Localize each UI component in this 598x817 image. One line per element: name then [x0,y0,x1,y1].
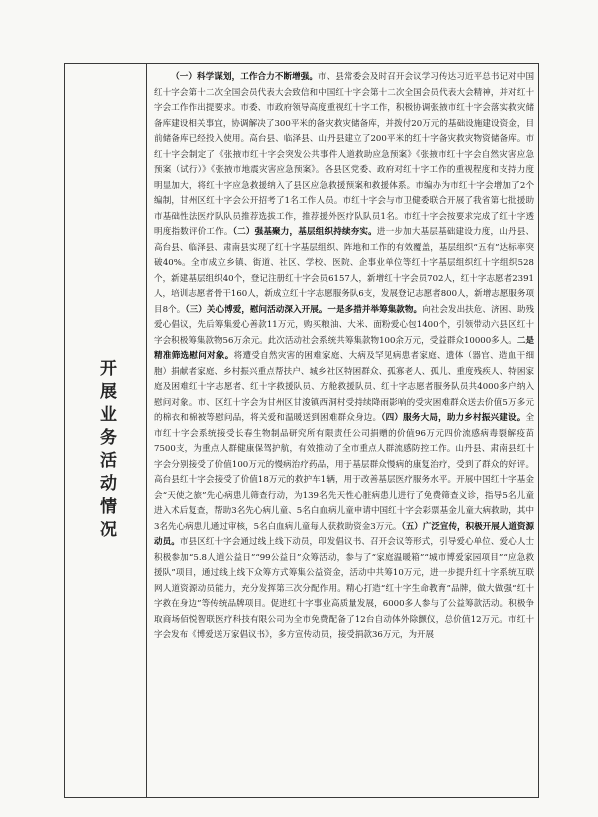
section-heading: （三）关心博爱，慰问活动深入开展。一是多措并举筹集款物。 [185,304,423,315]
section-heading: （二）强基聚力，基层组织持续夯实。 [232,227,377,237]
section-body: 全市红十字会系统接受长春生物制品研究所有限责任公司捐赠的价值96万元四价流感病毒裂解疫苗7500支，为重点人群健康保驾护航，有效推动了全市重点人群流感防控工作。山丹县、肃南县红十字会分别接受了价值100万元的慢病治疗药品，用于基层群众慢病的康复治疗，受到了群众的好评。高台县红十字会接受了价值18万元的救护车1辆，用于改善基层医疗服务水平。开展中国红十字基金会“天使之旅”先心病患儿筛查行动，为139名先天性心脏病患儿进行了免费筛查义诊，指导5名儿童进入术后复查，帮助3名先心病儿童、5名白血病儿童申请中国红十字会彩票基金儿童大病救助，其中3名先心病患儿通过审核，5名白血病儿童每人获救助资金3万元。 [154,413,534,532]
section-label: 开展业务活动情况 [96,358,116,543]
section-heading: 二是精准筛选慰问对象。 [154,335,534,361]
section-heading: （一）科学谋划，工作合力不断增强。 [171,72,319,82]
section-body: 市县区红十字会通过线上线下动员，印发倡议书、召开会议等形式，引导爱心单位、爱心人士积极参加“5.8人道公益日”“99公益日”众筹活动，参与了“家庭温暖箱”“城市博爱家园项目”“应急救援队”项目，通过线上线下众筹方式筹集公益资金，活动中共筹10万元，进一步提升红十字系统互联网人道资源动员能力，充分发挥第三次分配作用。精心打造“红十字生命教育”品牌，做大做强“红十字救在身边”等传统品牌项目。促进红十字事业高质量发展，6000多人参与了公益筹款活动。积极争取商场佰悦智联医疗科技有限公司为全市免费配备了12台自动体外除颤仪，总价值12万元。市红十字会发布《博爱送万家倡议书》，多方宣传动员，接受捐款36万元，为开展 [154,537,535,640]
section-body: 进一步加大基层基础建设力度，山丹县、高台县、临泽县、肃南县实现了红十字基层组织、阵地和工作的有效覆盖，基层组织“五有”达标率突破40%。全市成立乡镇、街道、社区、学校、医院、企事业单位等红十字基层组织红十字组织528个，新建基层组织40个，登记注册红十字会员6157人，新增红十字会员702人，红十字志愿者2391人，培训志愿者骨干160人，新成立红十字志愿服务队6支，发展登记志愿者800人，新增志愿服务项目8个。 [154,227,534,315]
activity-report-text [154,70,534,644]
section-heading: （四）服务大局，助力乡村振兴建设。 [381,413,526,423]
section-body: 向社会发出扶危、济困、助残爱心倡议，先后筹集爱心善款11万元，购买粮油、大米、面粉爱心包1400个，引领带动六县区红十字会积极筹集款物56万余元。此次活动社会系统共筹集款物100余万元，受益群众10000多人。 [154,304,534,346]
content-cell [147,64,538,797]
form-table [64,63,539,798]
label-cell [65,64,147,797]
section-heading: （五）广泛宣传，积极开展人道资源动员。 [154,521,534,547]
section-body: 将遭受自然灾害的困难家庭、大病及罕见病患者家庭、遗体（器官、造血干细胞）捐献者家庭、乡村振兴重点帮扶户、城乡社区特困群众、孤寡老人、孤儿、重度残疾人、特困家庭及困难红十字志愿者、红十字救援队员、方舱救援队员、红十字志愿者服务队员共4000多户纳入慰问对象。市、区红十字会为甘州区甘浚镇西洞村受持续降雨影响的受灾困难群众送去价值5万多元的棉衣和棉被等慰问品，将关爱和温暖送到困难群众身边。 [154,351,535,423]
section-body: 市、县常委会及时召开会议学习传达习近平总书记对中国红十字会第十二次全国会员代表大会致信和中国红十字会第十二次全国会员代表大会精神，并对红十字会工作作出提要求。市委、市政府领导高度重视红十字工作，积极协调张掖市红十字会落实救灾储备库建设相关事宜，协调解决了300平米的备灾救灾储备库，并拨付20万元的基础设施建设资金，目前储备库已经投入使用。高台县、临泽县、山丹县建立了200平米的红十字备灾救灾物资储备库。市红十字会制定了《张掖市红十字会突发公共事件人道救助应急预案》《张掖市红十字会自然灾害应急预案（试行）》《张掖市地震灾害应急预案》。各县区党委、政府对红十字工作的重视程度和支持力度明显加大，将红十字应急救援纳入了县区应急救援预案和救援体系。市编办为市红十字会增加了2个编制，甘州区红十字会公开招考了1名工作人员。市红十字会与市卫健委联合开展了我省第七批援助市基础性法医疗队队员推荐选拔工作，推荐援外医疗队队员1名。市红十字会按要求完成了红十字透明度指数评价工作。 [154,72,535,237]
